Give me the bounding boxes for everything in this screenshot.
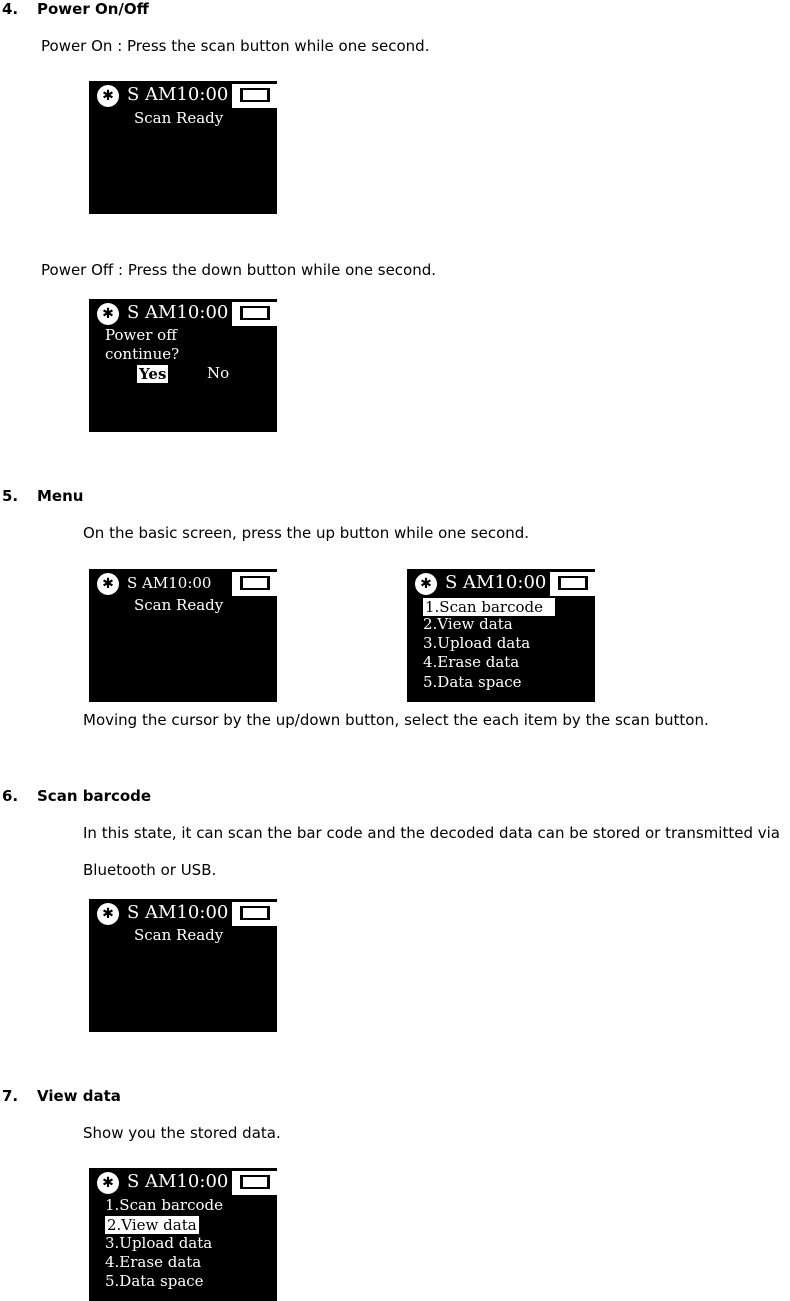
- power-off-instruction: Power Off : Press the down button while one second.: [41, 261, 437, 279]
- battery-icon: [550, 572, 595, 596]
- bluetooth-icon: ✱: [415, 573, 437, 595]
- battery-icon: [232, 302, 277, 326]
- status-text: S AM10:00: [127, 902, 229, 923]
- section-4-heading: Power On/Off: [37, 0, 149, 18]
- status-text: S AM10:00: [127, 84, 229, 105]
- menu-item-data-space: 5.Data space: [423, 673, 522, 691]
- status-text: S AM10:00: [445, 572, 547, 593]
- section-7-number: 7.: [2, 1087, 19, 1105]
- menu-item-scan-barcode: 1.Scan barcode: [423, 598, 555, 616]
- bluetooth-icon: ✱: [97, 85, 119, 107]
- bluetooth-icon: ✱: [97, 903, 119, 925]
- menu-item-scan-barcode: 1.Scan barcode: [105, 1196, 223, 1214]
- screen-menu: [407, 569, 595, 702]
- section-5-number: 5.: [2, 487, 19, 505]
- battery-icon: [232, 572, 277, 596]
- menu-item-upload-data: 3.Upload data: [423, 634, 531, 652]
- power-off-question-line1: Power off: [105, 326, 177, 344]
- screen-view-data: [89, 1168, 277, 1301]
- battery-icon: [232, 84, 277, 108]
- section-5-heading: Menu: [37, 487, 84, 505]
- status-text: S AM10:00: [127, 574, 212, 592]
- menu-note: Moving the cursor by the up/down button, select the each item by the scan button.: [83, 711, 709, 729]
- screen-scan-barcode: [89, 899, 277, 1032]
- bluetooth-icon: ✱: [97, 303, 119, 325]
- screen-power-on: [89, 81, 277, 214]
- scan-ready-text: Scan Ready: [134, 926, 224, 944]
- screen-basic: [89, 569, 277, 702]
- section-7-heading: View data: [37, 1087, 121, 1105]
- menu-item-data-space: 5.Data space: [105, 1272, 204, 1290]
- bluetooth-icon: ✱: [97, 1172, 119, 1194]
- yes-option: Yes: [139, 365, 167, 383]
- view-data-body: Show you the stored data.: [83, 1124, 281, 1142]
- power-on-instruction: Power On : Press the scan button while one second.: [41, 37, 430, 55]
- scan-barcode-body-line1: In this state, it can scan the bar code and the decoded data can be stored or transmitted via: [83, 824, 780, 842]
- section-6-heading: Scan barcode: [37, 787, 152, 805]
- battery-icon: [232, 1171, 277, 1195]
- battery-icon: [232, 902, 277, 926]
- menu-item-erase-data: 4.Erase data: [105, 1253, 202, 1271]
- menu-item-view-data: 2.View data: [423, 615, 513, 633]
- no-option: No: [207, 364, 230, 382]
- scan-ready-text: Scan Ready: [134, 596, 224, 614]
- screen-power-off: [89, 299, 277, 432]
- status-text: S AM10:00: [127, 1171, 229, 1192]
- menu-item-erase-data: 4.Erase data: [423, 653, 520, 671]
- status-text: S AM10:00: [127, 302, 229, 323]
- menu-item-upload-data: 3.Upload data: [105, 1234, 213, 1252]
- section-6-number: 6.: [2, 787, 19, 805]
- scan-ready-text: Scan Ready: [134, 109, 224, 127]
- scan-barcode-body-line2: Bluetooth or USB.: [83, 861, 217, 879]
- menu-intro: On the basic screen, press the up button while one second.: [83, 524, 530, 542]
- section-4-number: 4.: [2, 0, 19, 18]
- menu-item-view-data: 2.View data: [107, 1216, 197, 1234]
- bluetooth-icon: ✱: [97, 573, 119, 595]
- power-off-question-line2: continue?: [105, 345, 180, 363]
